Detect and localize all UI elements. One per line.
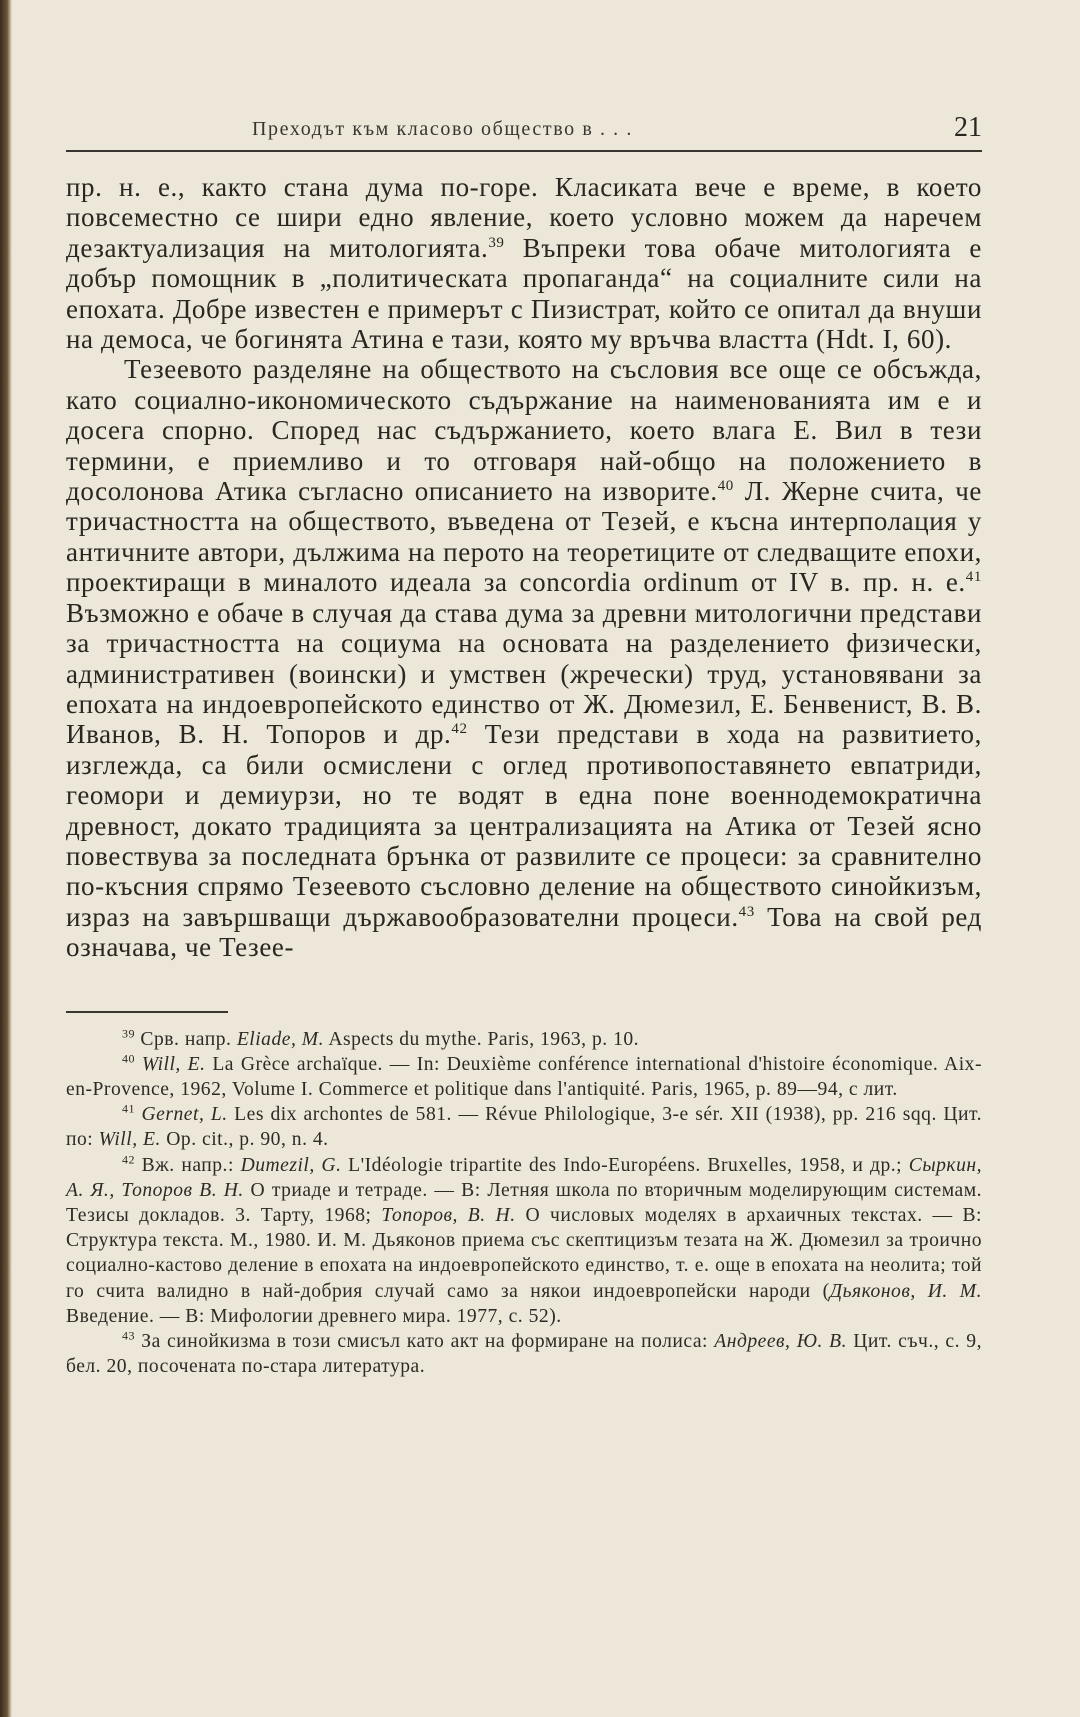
- page-header: [66, 108, 982, 152]
- footnote-divider: [66, 1011, 228, 1013]
- book-page: [66, 108, 982, 1379]
- footnote-39: $^{39}$ Срв. напр. Eliade, M. Aspects du mythe. Paris, 1963, p. 10.: [122, 1026, 640, 1050]
- footnote-42: $^{42}$ Вж. напр.: Dumezil, G. L'Idéologie tripartite des Indo-Européens. Bruxelles, 1958, и др.; Сыркин, А. Я., Топоров В. Н. О триаде и тетраде. — В: Летняя школа по вторичным моделирующим системам. Тезисы докладов. 3. Тарту, 1968; Топоров, В. Н. О числовых моделях в архаичных текстах. — В: Структура текста. М., 1980. И. М. Дьяконов приема със скептицизъм тезата на Ж. Дюмезил за троично социално-кастово деление в епохата на индоевропейското единство, т. е. още в епохата на неолита; той го счита валидно в най-добрия случай само за някои индоевропейски народи (Дьяконов, И. М. Введение. — В: Мифологии древнего мира. 1977, с. 52).: [66, 1152, 982, 1327]
- footnote-40: $^{40}$ Will, E. La Grèce archaïque. — In: Deuxième conférence international d'histoire économique. Aix-en-Provence, 1962, Volume I. Commerce et politique dans l'antiquité. Paris, 1965, p. 89—94, с лит.: [66, 1051, 982, 1100]
- page-number: 21: [954, 112, 982, 143]
- running-title: Преходът към класово общество в . . .: [252, 118, 633, 140]
- book-spine-shadow: [0, 0, 12, 1717]
- paragraph-1: пр. н. е., както стана дума по-горе. Класиката вече е време, в което повсеместно се шири едно явление, което условно можем да наречем дезактуализация на митологията.$^{39}$ Въпреки това обаче митологията е добър помощник в „политическата пропаганда“ на социалните сили на епохата. Добре известен е примерът с Пизистрат, който се опитал да внуши на демоса, че богинята Атина е тази, която му връчва властта (Hdt. I, 60).: [66, 172, 982, 355]
- footnote-ref-39[interactable]: 39: [488, 234, 505, 251]
- footnote-ref-43[interactable]: 43: [738, 903, 755, 920]
- footnote-ref-40[interactable]: 40: [717, 478, 734, 495]
- footnote-ref-41[interactable]: 41: [965, 569, 982, 586]
- footnote-ref-42[interactable]: 42: [451, 721, 468, 738]
- main-text: [66, 172, 982, 963]
- footnote-43: $^{43}$ За синойкизма в този смисъл като акт на формиране на полиса: Андреев, Ю. В. Цит. съч., с. 9, бел. 20, посочената по-стара литература.: [66, 1328, 982, 1378]
- footnotes: [66, 1027, 982, 1380]
- footnote-41: $^{41}$ Gernet, L. Les dix archontes de 581. — Révue Philologique, 3-e sér. XII (1938), pp. 216 sqq. Цит. по: Will, E. Op. cit., p. 90, n. 4.: [66, 1101, 982, 1151]
- paragraph-2: Тезеевото разделяне на обществото на съсловия все още се обсъжда, като социално-икономическото съдържание на наименованията им е и досега спорно. Според нас съдържанието, което влага Е. Вил в тези термини, е приемливо и то отговаря най-общо на положението в досолонова Атика съгласно описанието на изворите.$^{40}$ Л. Жерне счита, че тричастността на обществото, въведена от Тезей, е късна интерполация у античните автори, дължима на перото на теоретиците от следващите епохи, проектиращи в миналото идеала за concordia ordinum от IV в. пр. н. е.$^{41}$ Възможно е обаче в случая да става дума за древни митологични представи за тричастността на социума на основата на разделението физически, административен (воински) и умствен (жречески) труд, установявани за епохата на индоевропейското единство от Ж. Дюмезил, Е. Бенвенист, В. В. Иванов, В. Н. Топоров и др.$^{42}$ Тези представи в хода на развитието, изглежда, са били осмислени с оглед противопоставянето евпатриди, геомори и демиурзи, но те водят в една поне военнодемократична древност, докато традицията за централизацията на Атика от Тезей ясно повествува за последната брънка от развилите се процеси: за сравнително по-късния спрямо Тезеевото съсловно деление на обществото синойкизъм, израз на завършващи държавообразователни процеси.$^{43}$ Това на свой ред означава, че Тезее-: [66, 354, 982, 963]
